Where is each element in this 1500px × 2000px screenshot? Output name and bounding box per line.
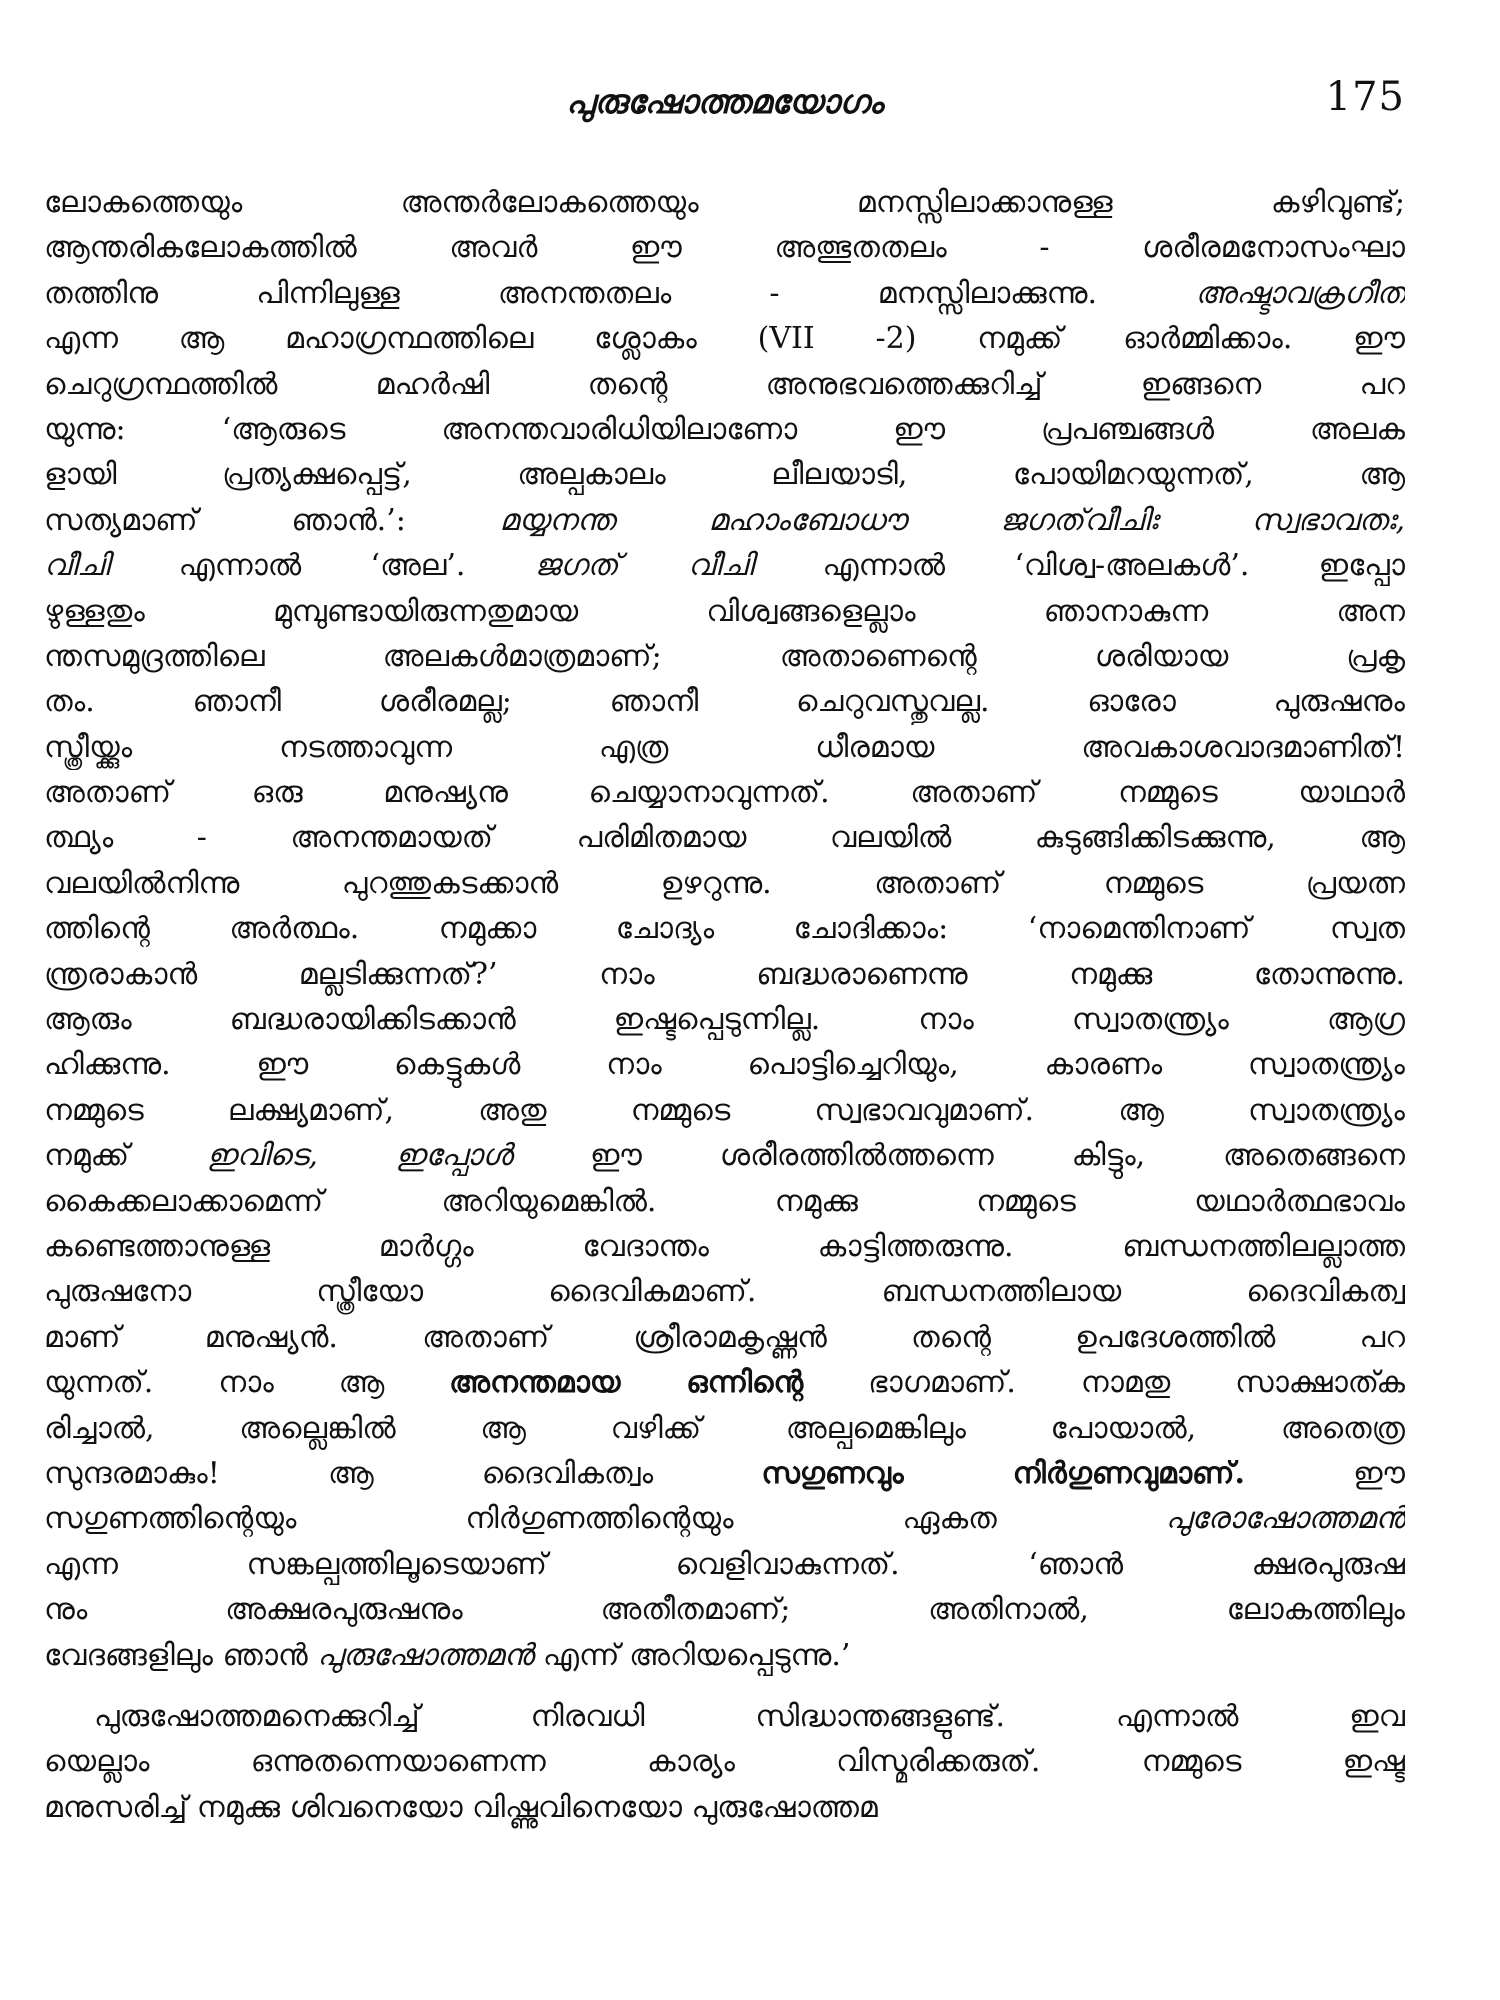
- italic-text: വീചി: [44, 548, 110, 584]
- text-run: എന്ന് അറിയപ്പെടുന്നു.’: [533, 1637, 851, 1673]
- text-run: ഹിക്കുന്നു. ഈ കെട്ടുകൾ നാം പൊട്ടിച്ചെറിയും, കാരണം സ്വാതന്ത്ര്യം: [44, 1047, 1405, 1083]
- running-title: പുരുഷോത്തമയോഗം: [566, 82, 883, 121]
- text-run: തം. ഞാനീ ശരീരമല്ല; ഞാനീ ചെറുവസ്തുവല്ല. ഓരോ പുരുഷനും: [44, 684, 1405, 720]
- text-line: [44, 1587, 1405, 1632]
- text-line: [44, 952, 1405, 997]
- text-run: സഗുണത്തിന്റെയും നിർഗുണത്തിന്റെയും ഏകത: [44, 1501, 1166, 1537]
- text-run: തത്തിനു പിന്നിലുള്ള അനന്തതലം - മനസ്സിലാക്കുന്നു.: [44, 275, 1196, 311]
- text-run: ലോകത്തെയും അന്തർലോകത്തെയും മനസ്സിലാക്കാനുള്ള കഴിവുണ്ട്;: [44, 185, 1405, 220]
- text-run: സത്യമാണ് ഞാൻ.’:: [44, 502, 500, 538]
- italic-text: പുരോഷോത്തമൻ: [1165, 1501, 1405, 1537]
- text-run: സ്ത്രീയ്ക്കും നടത്താവുന്ന എത്ര ധീരമായ അവകാശവാദമാണിത്!: [44, 729, 1405, 765]
- text-run: വേദങ്ങളിലും ഞാൻ: [44, 1637, 318, 1673]
- text-run: നമ്മുടെ ലക്ഷ്യമാണ്, അതു നമ്മുടെ സ്വഭാവവുമാണ്. ആ സ്വാതന്ത്ര്യം: [44, 1092, 1405, 1128]
- italic-text: അഷ്ടാവക്രഗീത: [1195, 275, 1405, 311]
- text-line: [44, 271, 1405, 316]
- text-line: [44, 634, 1405, 679]
- text-run: ആന്തരികലോകത്തിൽ അവർ ഈ അത്ഭുതതലം - ശരീരമനോസംഘാ: [44, 230, 1405, 266]
- text-run: എന്ന ആ മഹാഗ്രന്ഥത്തിലെ ശ്ലോകം (VII -2) നമുക്ക് ഓർമ്മിക്കാം. ഈ: [44, 321, 1405, 357]
- text-line: [44, 1179, 1405, 1224]
- page-header: [44, 74, 1405, 142]
- text-run: ഭാഗമാണ്. നാമതു സാക്ഷാത്ക: [803, 1365, 1405, 1401]
- text-run: എന്നാൽ ‘വിശ്വ-അലകൾ’. ഇപ്പോ: [753, 548, 1405, 584]
- text-run: പുരുഷോത്തമനെക്കുറിച്ച് നിരവധി സിദ്ധാന്തങ്ങളുണ്ട്. എന്നാൽ ഇവ: [94, 1698, 1405, 1734]
- text-line: [44, 725, 1405, 770]
- text-line: [44, 1269, 1405, 1314]
- text-run: യുന്നു: ‘ആരുടെ അനന്തവാരിധിയിലാണോ ഈ പ്രപഞ്ചങ്ങൾ അലക: [44, 411, 1405, 447]
- text-line: [44, 1739, 1405, 1784]
- text-line: [44, 997, 1405, 1042]
- text-line: [44, 316, 1405, 361]
- text-run: ത്ഥ്യം - അനന്തമായത് പരിമിതമായ വലയിൽ കുടുങ്ങിക്കിടക്കുന്നു, ആ: [44, 820, 1405, 856]
- text-run: മനുസരിച്ച് നമുക്കു ശിവനെയോ വിഷ്ണുവിനെയോ പുരുഷോത്തമ: [44, 1789, 878, 1825]
- text-line: [44, 1451, 1405, 1496]
- text-run: ത്തിന്റെ അർത്ഥം. നമുക്കാ ചോദ്യം ചോദിക്കാം: ‘നാമെന്തിനാണ് സ്വത: [44, 911, 1405, 947]
- text-line: [44, 1088, 1405, 1133]
- text-line: [44, 225, 1405, 270]
- text-line: [44, 407, 1405, 452]
- text-line: [44, 906, 1405, 951]
- text-line: [44, 1785, 1405, 1830]
- text-run: കണ്ടെത്താനുള്ള മാർഗ്ഗം വേദാന്തം കാട്ടിത്തരുന്നു. ബന്ധനത്തിലല്ലാത്ത: [44, 1228, 1405, 1264]
- text-line: [44, 1694, 1405, 1739]
- text-run: സുന്ദരമാകും! ആ ദൈവികത്വം: [44, 1455, 762, 1491]
- body-text: [44, 180, 1405, 1830]
- text-line: [44, 498, 1405, 543]
- text-run: ആരും ബദ്ധരായിക്കിടക്കാൻ ഇഷ്ടപ്പെടുന്നില്ല. നാം സ്വാതന്ത്ര്യം ആഗ്ര: [44, 1002, 1405, 1038]
- text-run: യുന്നത്. നാം ആ: [44, 1365, 450, 1401]
- text-run: വലയിൽനിന്നു പുറത്തുകടക്കാൻ ഉഴറുന്നു. അതാണ് നമ്മുടെ പ്രയത്ന: [44, 865, 1405, 901]
- text-line: [44, 815, 1405, 860]
- page-number: 175: [1325, 74, 1405, 120]
- text-line: [44, 543, 1405, 588]
- bold-text: അനന്തമായ ഒന്നിന്റെ: [449, 1365, 804, 1401]
- text-run: എന്ന സങ്കല്പത്തിലൂടെയാണ് വെളിവാകുന്നത്. ‘ഞാൻ ക്ഷരപുരുഷ: [44, 1546, 1405, 1582]
- italic-text: ജഗത് വീചി: [534, 548, 754, 584]
- text-line: [44, 1542, 1405, 1587]
- text-run: യെല്ലാം ഒന്നുതന്നെയാണെന്ന കാര്യം വിസ്മരിക്കരുത്. നമ്മുടെ ഇഷ്ട: [44, 1744, 1405, 1780]
- italic-text: ഇവിടെ, ഇപ്പോൾ: [207, 1138, 513, 1174]
- text-line: [44, 452, 1405, 497]
- text-line: [44, 1042, 1405, 1087]
- text-run: ന്ത്രരാകാൻ മല്ലടിക്കുന്നത്?’ നാം ബദ്ധരാണെന്നു നമുക്കു തോന്നുന്നു.: [44, 956, 1405, 992]
- text-run: കൈക്കലാക്കാമെന്ന് അറിയുമെങ്കിൽ. നമുക്കു നമ്മുടെ യഥാർത്ഥഭാവം: [44, 1183, 1405, 1219]
- text-run: അതാണ് ഒരു മനുഷ്യനു ചെയ്യാനാവുന്നത്. അതാണ് നമ്മുടെ യാഥാർ: [44, 775, 1405, 811]
- text-line: [44, 1633, 1405, 1678]
- text-run: ചെറുഗ്രന്ഥത്തിൽ മഹർഷി തന്റെ അനുഭവത്തെക്കുറിച്ച് ഇങ്ങനെ പറ: [44, 366, 1405, 402]
- italic-text: മയ്യനന്ത മഹാംബോധൗ ജഗത്‌വീചിഃ സ്വഭാവതഃ,: [499, 502, 1405, 538]
- text-run: ളായി പ്രത്യക്ഷപ്പെട്ട്, അല്പകാലം ലീലയാടി, പോയിമറയുന്നത്, ആ: [44, 457, 1405, 493]
- text-run: ഴുള്ളതും മുമ്പുണ്ടായിരുന്നതുമായ വിശ്വങ്ങളെല്ലാം ഞാനാകുന്ന അന: [44, 593, 1405, 629]
- paragraph-gap: [44, 1678, 1405, 1694]
- text-run: പുരുഷനോ സ്ത്രീയോ ദൈവികമാണ്. ബന്ധനത്തിലായ ദൈവികത്വ: [44, 1274, 1405, 1310]
- bold-text: സഗുണവും നിർഗുണവുമാണ്.: [761, 1455, 1245, 1491]
- text-line: [44, 180, 1405, 225]
- text-run: ഈ: [1244, 1455, 1405, 1491]
- text-line: [44, 589, 1405, 634]
- text-line: [44, 679, 1405, 724]
- text-run: മാണ് മനുഷ്യൻ. അതാണ് ശ്രീരാമകൃഷ്ണൻ തന്റെ ഉപദേശത്തിൽ പറ: [44, 1319, 1405, 1355]
- text-run: നമുക്ക്: [44, 1138, 208, 1174]
- text-line: [44, 362, 1405, 407]
- text-line: [44, 861, 1405, 906]
- text-line: [44, 1496, 1405, 1541]
- text-line: [44, 1406, 1405, 1451]
- text-line: [44, 1133, 1405, 1178]
- text-line: [44, 1224, 1405, 1269]
- text-run: നും അക്ഷരപുരുഷനും അതീതമാണ്; അതിനാൽ, ലോകത്തിലും: [44, 1592, 1405, 1628]
- text-run: ന്തസമുദ്രത്തിലെ അലകൾമാത്രമാണ്; അതാണെന്റെ ശരിയായ പ്രകൃ: [44, 638, 1405, 674]
- text-run: രിച്ചാൽ, അല്ലെങ്കിൽ ആ വഴിക്ക് അല്പമെങ്കിലും പോയാൽ, അതെത്ര: [44, 1410, 1405, 1446]
- text-line: [44, 1315, 1405, 1360]
- text-line: [44, 1360, 1405, 1405]
- text-line: [44, 770, 1405, 815]
- italic-text: പുരുഷോത്തമൻ: [317, 1637, 534, 1673]
- text-run: ഈ ശരീരത്തിൽത്തന്നെ കിട്ടും, അതെങ്ങനെ: [512, 1138, 1405, 1174]
- text-run: എന്നാൽ ‘അല’.: [109, 548, 535, 584]
